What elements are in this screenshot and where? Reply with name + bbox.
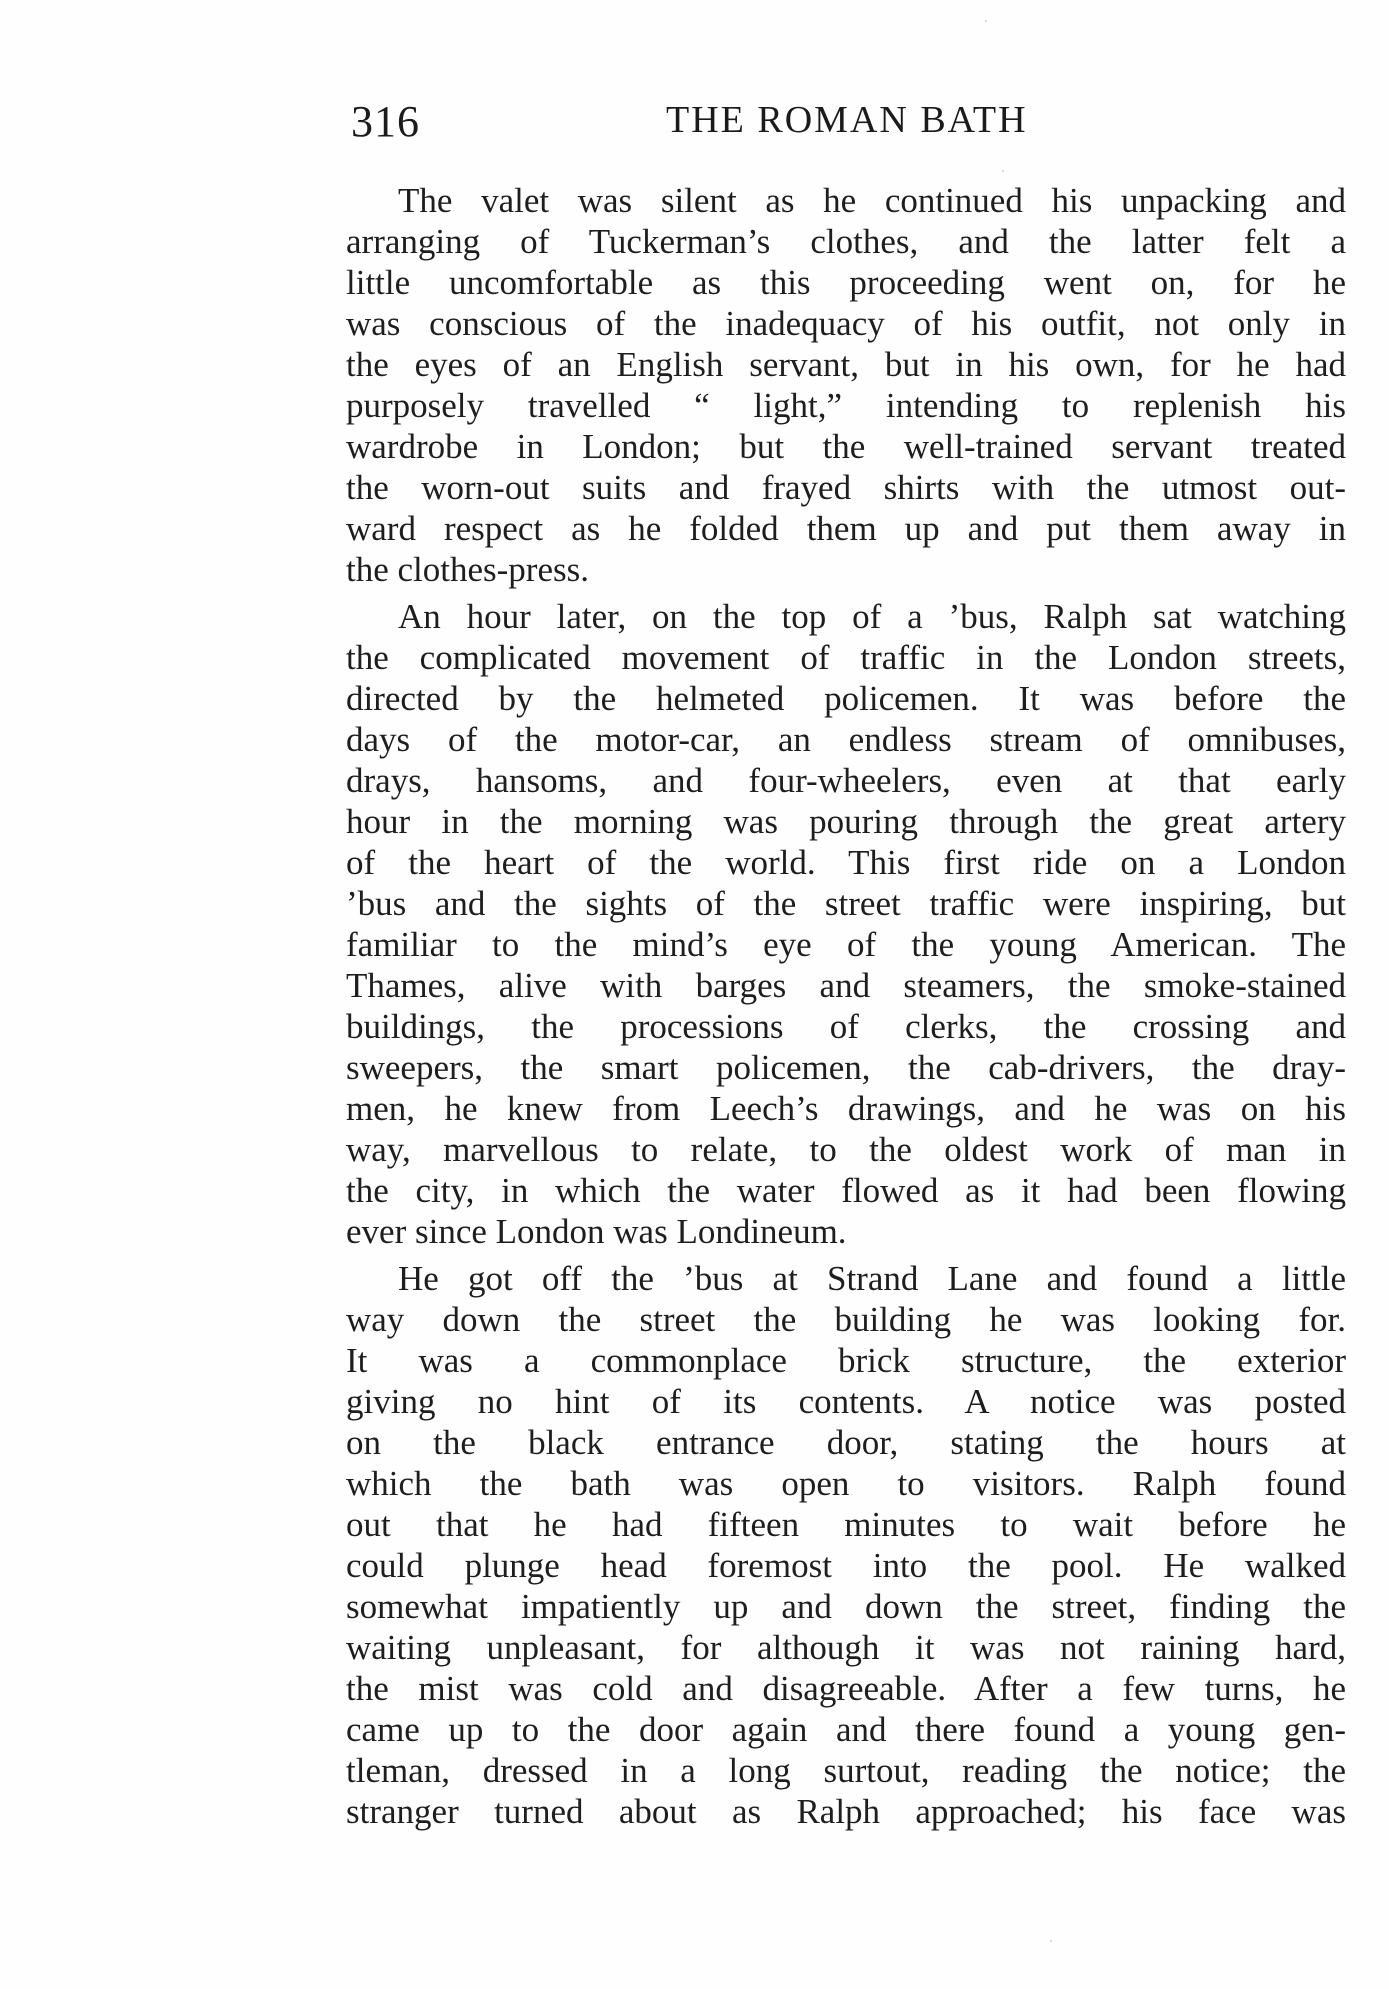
text-line: on the black entrance door, stating the hours at <box>346 1423 1346 1462</box>
text-line: way, marvellous to relate, to the oldest work of man in <box>346 1130 1346 1169</box>
page-header <box>351 96 1381 156</box>
text-line: An hour later, on the top of a ’bus, Ralph sat watching <box>398 597 1346 636</box>
text-line: It was a commonplace brick structure, the exterior <box>346 1341 1346 1380</box>
paragraph <box>346 596 1346 1252</box>
text-line: Thames, alive with barges and steamers, the smoke-stained <box>346 966 1346 1005</box>
body-text <box>346 180 1346 1832</box>
text-line: giving no hint of its contents. A notice was posted <box>346 1382 1346 1421</box>
text-line: out that he had fifteen minutes to wait before he <box>346 1505 1346 1544</box>
text-line: the complicated movement of traffic in the London streets, <box>346 638 1346 677</box>
text-line: the city, in which the water flowed as it had been flowing <box>346 1171 1346 1210</box>
text-line: drays, hansoms, and four-wheelers, even at that early <box>346 761 1346 800</box>
text-line: purposely travelled “ light,” intending to replenish his <box>346 386 1346 425</box>
text-line: somewhat impatiently up and down the street, finding the <box>346 1587 1346 1626</box>
text-line: little uncomfortable as this proceeding went on, for he <box>346 263 1346 302</box>
text-line: familiar to the mind’s eye of the young American. The <box>346 925 1346 964</box>
text-line: stranger turned about as Ralph approached; his face was <box>346 1792 1346 1831</box>
text-line: the worn-out suits and frayed shirts with the utmost out- <box>346 468 1346 507</box>
text-line: buildings, the processions of clerks, the crossing and <box>346 1007 1346 1046</box>
page-number: 316 <box>351 97 420 146</box>
text-line: days of the motor-car, an endless stream of omnibuses, <box>346 720 1346 759</box>
running-head: THE ROMAN BATH <box>666 99 1028 141</box>
scan-speck <box>1050 1940 1052 1942</box>
text-line: which the bath was open to visitors. Ralph found <box>346 1464 1346 1503</box>
text-line: The valet was silent as he continued his unpacking and <box>398 181 1346 220</box>
text-line: wardrobe in London; but the well-trained servant treated <box>346 427 1346 466</box>
text-line: tleman, dressed in a long surtout, reading the notice; the <box>346 1751 1346 1790</box>
scan-speck <box>1002 170 1004 172</box>
scan-speck <box>985 20 987 22</box>
text-line: waiting unpleasant, for although it was not raining hard, <box>346 1628 1346 1667</box>
text-line: hour in the morning was pouring through the great artery <box>346 802 1346 841</box>
text-line: came up to the door again and there found a young gen- <box>346 1710 1346 1749</box>
text-line: was conscious of the inadequacy of his outfit, not only in <box>346 304 1346 343</box>
text-line: sweepers, the smart policemen, the cab-drivers, the dray- <box>346 1048 1346 1087</box>
text-line: men, he knew from Leech’s drawings, and he was on his <box>346 1089 1346 1128</box>
paragraph <box>346 180 1346 590</box>
text-line: He got off the ’bus at Strand Lane and found a little <box>398 1259 1346 1298</box>
text-line: ’bus and the sights of the street traffic were inspiring, but <box>346 884 1346 923</box>
text-line: the eyes of an English servant, but in his own, for he had <box>346 345 1346 384</box>
text-line: arranging of Tuckerman’s clothes, and the latter felt a <box>346 222 1346 261</box>
text-line: ward respect as he folded them up and put them away in <box>346 509 1346 548</box>
text-line: the clothes-press. <box>346 550 589 589</box>
text-line: the mist was cold and disagreeable. After a few turns, he <box>346 1669 1346 1708</box>
text-line: could plunge head foremost into the pool. He walked <box>346 1546 1346 1585</box>
paragraph <box>346 1258 1346 1832</box>
text-line: directed by the helmeted policemen. It was before the <box>346 679 1346 718</box>
text-line: way down the street the building he was looking for. <box>346 1300 1346 1339</box>
text-line: of the heart of the world. This first ride on a London <box>346 843 1346 882</box>
text-line: ever since London was Londineum. <box>346 1212 847 1251</box>
